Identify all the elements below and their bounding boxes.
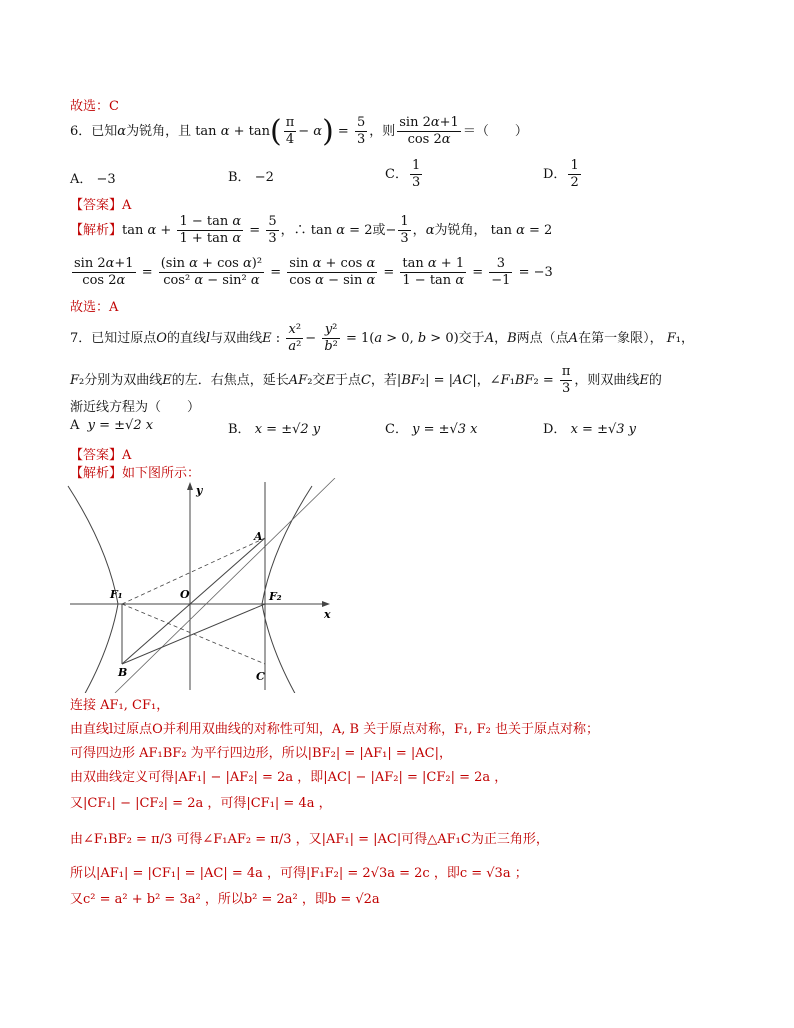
q7-stem-line3: 渐近线方程为（ ） [70, 400, 201, 415]
q7-sol-line2: 由直线l过原点O并利用双曲线的对称性可知，A, B 关于原点对称，F₁, F₂ 也关于原点对称； [70, 722, 600, 737]
label-c: C [256, 670, 265, 683]
q6-option-a[interactable]: A． −3 [70, 172, 116, 187]
q7-sol-line1: 连接 AF₁, CF₁， [70, 698, 170, 713]
q6-analysis-line2: $\frac{\sin 2\alpha+1}{\cos 2\alpha}$ = $\frac{\text{(sin α + cos α)²}}{\text{cos² α − sin² α}}$ = $\frac{\text{sin α + cos α}}{\text{cos α − sin α}}$ = $\frac{\text{tan α + 1}}{\text{1 − tan α}}$ = $\frac{3}{-1}$ = −3 [74, 256, 553, 288]
x-axis-label: x [324, 608, 331, 621]
q7-option-c[interactable]: C． y = ±√3 x [385, 422, 478, 437]
q6-option-d[interactable]: D． $\frac{1}{2}$ [543, 158, 579, 190]
q7-sol-line6: 由∠F₁BF₂ = π/3 可得∠F₁AF₂ = π/3 ，又|AF₁| = |AC|可得△AF₁C为正三角形， [70, 832, 549, 847]
q7-sol-line4: 由双曲线定义可得|AF₁| − |AF₂| = 2a ，即|AC| − |AF₂| = |CF₂| = 2a ， [70, 770, 508, 785]
q7-sol-line8: 又c² = a² + b² = 3a² ，所以b² = 2a² ，即b = √2a [70, 892, 380, 907]
q7-analysis-intro: 【解析】如下图所示： [70, 466, 201, 481]
x-axis-arrow [322, 601, 330, 607]
label-f1: F₁ [110, 588, 123, 601]
label-a: A [254, 530, 263, 543]
y-axis-arrow [187, 482, 193, 490]
prev-answer: 故选：C [70, 99, 119, 114]
q7-option-d[interactable]: D． x = ±√3 y [543, 422, 636, 437]
q7-stem-line2: F₂分别为双曲线E的左．右焦点，延长AF₂交E于点C，若|BF₂| = |AC|，∠F₁BF₂ = $\frac{\pi}{3}$ ，则双曲线E的 [70, 364, 662, 396]
q6-option-b[interactable]: B． −2 [228, 170, 274, 185]
q7-option-a[interactable]: A y = ±√2 x [70, 418, 154, 433]
y-axis-label: y [196, 484, 203, 497]
q7-sol-line7: 所以|AF₁| = |CF₁| = |AC| = 4a ，可得|F₁F₂| = 2√3a = 2c ，即c = √3a ； [70, 866, 528, 881]
asymptote-1 [115, 478, 335, 693]
line-ab [122, 538, 265, 664]
q6-analysis-line1: 【解析】tan α + $\frac{\text{1 − tan α}}{\text{1 + tan α}}$ = $\frac{5}{3}$ ，∴ tan α = 2或− $\frac{1}{3}$ ，α为锐角， tan α = 2 [70, 214, 553, 246]
q7-answer: 【答案】A [70, 448, 132, 463]
label-o: O [180, 588, 190, 601]
q6-option-c[interactable]: C． $\frac{1}{3}$ [385, 158, 421, 190]
q7-sol-line5: 又|CF₁| − |CF₂| = 2a ，可得|CF₁| = 4a ， [70, 796, 332, 811]
q6-stem: 6．已知α为锐角，且 tan α + tan( $\frac{\pi}{4}$ − α) = $\frac{5}{3}$ ，则 $\frac{\sin 2\alpha+1}{\cos 2\alpha}$ ＝（ ） [70, 114, 528, 149]
q7-stem-line1: 7．已知过原点O的直线l与双曲线E : $\frac{\text{x²}}{\text{a²}}$ − $\frac{\text{y²}}{\text{b²}}$ = 1(a > 0, b > 0)交于A，B两点（点A在第一象限）， F₁， [70, 322, 694, 354]
label-f2: F₂ [269, 590, 282, 603]
q7-sol-line3: 可得四边形 AF₁BF₂ 为平行四边形，所以|BF₂| = |AF₁| = |AC|， [70, 746, 453, 761]
label-b: B [118, 666, 128, 679]
hyperbola-figure [60, 478, 350, 693]
q6-conclusion: 故选：A [70, 300, 119, 315]
dashed-f1a [122, 538, 265, 604]
q7-option-b[interactable]: B． x = ±√2 y [228, 422, 321, 437]
q6-answer: 【答案】A [70, 198, 132, 213]
